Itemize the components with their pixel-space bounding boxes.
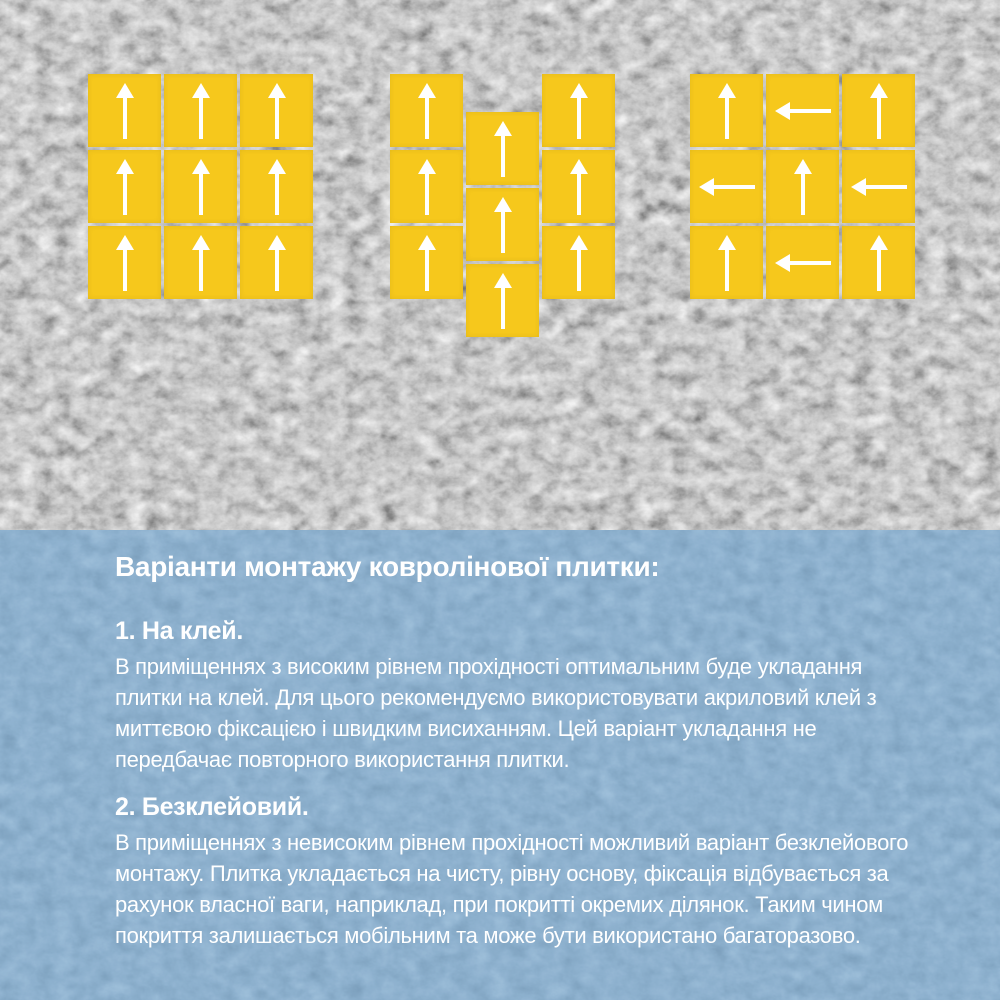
carpet-tile xyxy=(842,150,915,223)
carpet-tile xyxy=(164,226,237,299)
arrow-up-icon xyxy=(192,235,210,291)
carpet-tile xyxy=(88,74,161,147)
carpet-tile xyxy=(542,74,615,147)
carpet-tile xyxy=(164,150,237,223)
tile-column xyxy=(88,74,161,299)
carpet-tile xyxy=(390,74,463,147)
tile-column xyxy=(466,112,539,337)
section-glue-heading: 1. На клей. xyxy=(115,617,243,645)
arrow-up-icon xyxy=(570,159,588,215)
arrow-up-icon xyxy=(494,273,512,329)
arrow-up-icon xyxy=(116,159,134,215)
arrow-left-icon xyxy=(699,178,755,196)
carpet-tile xyxy=(842,74,915,147)
arrow-up-icon xyxy=(268,235,286,291)
tile-column xyxy=(842,74,915,299)
arrow-up-icon xyxy=(268,83,286,139)
quarter-turn-layout-diagram xyxy=(690,74,915,299)
carpet-tile xyxy=(466,264,539,337)
arrow-left-icon xyxy=(775,254,831,272)
arrow-left-icon xyxy=(775,102,831,120)
carpet-tile xyxy=(88,226,161,299)
tile-column xyxy=(390,74,463,337)
carpet-tile xyxy=(240,150,313,223)
page-title: Варіанти монтажу ковролінової плитки: xyxy=(115,551,660,582)
carpet-tile xyxy=(690,226,763,299)
arrow-up-icon xyxy=(192,159,210,215)
arrow-up-icon xyxy=(570,235,588,291)
text-panel xyxy=(115,551,915,969)
section-glueless xyxy=(115,793,915,951)
arrow-up-icon xyxy=(494,121,512,177)
carpet-tile xyxy=(842,226,915,299)
carpet-tile xyxy=(466,112,539,185)
arrow-up-icon xyxy=(718,83,736,139)
carpet-tile xyxy=(466,188,539,261)
tile-column xyxy=(690,74,763,299)
carpet-tile xyxy=(240,74,313,147)
arrow-up-icon xyxy=(494,197,512,253)
carpet-tile xyxy=(542,226,615,299)
tile-column xyxy=(542,74,615,337)
arrow-up-icon xyxy=(116,235,134,291)
carpet-tile xyxy=(690,74,763,147)
carpet-tile xyxy=(390,150,463,223)
carpet-tile xyxy=(240,226,313,299)
section-glueless-heading: 2. Безклейовий. xyxy=(115,793,309,821)
tile-column xyxy=(240,74,313,299)
carpet-tile xyxy=(766,226,839,299)
carpet-tile xyxy=(766,150,839,223)
carpet-tile xyxy=(542,150,615,223)
offset-grid-layout-diagram xyxy=(390,74,615,337)
carpet-tile xyxy=(88,150,161,223)
section-glueless-body: В приміщеннях з невисоким рівнем прохідності можливий варіант безклейового монтажу. Плитка укладається на чисту, рівну основу, фіксація відбувається за рахунок власної ваги, наприклад, при покритті окремих ділянок. Таким чином покриття залишається мобільним та може бути використано багаторазово. xyxy=(115,830,909,948)
arrow-up-icon xyxy=(116,83,134,139)
carpet-tile xyxy=(164,74,237,147)
carpet-tile xyxy=(766,74,839,147)
carpet-tile xyxy=(390,226,463,299)
straight-grid-layout-diagram xyxy=(88,74,313,299)
tile-column xyxy=(164,74,237,299)
arrow-up-icon xyxy=(418,83,436,139)
section-glue-body: В приміщеннях з високим рівнем прохідності оптимальним буде укладання плитки на клей. Для цього рекомендуємо використовувати акриловий клей з миттєвою фіксацією і швидким висиханням. Цей варіант укладання не передбачає повторного використання плитки. xyxy=(115,654,877,772)
arrow-up-icon xyxy=(268,159,286,215)
arrow-up-icon xyxy=(570,83,588,139)
tile-column xyxy=(766,74,839,299)
arrow-up-icon xyxy=(718,235,736,291)
carpet-tile xyxy=(690,150,763,223)
section-glue xyxy=(115,617,915,775)
arrow-up-icon xyxy=(418,235,436,291)
arrow-up-icon xyxy=(870,235,888,291)
arrow-up-icon xyxy=(870,83,888,139)
arrow-up-icon xyxy=(418,159,436,215)
arrow-up-icon xyxy=(192,83,210,139)
arrow-up-icon xyxy=(794,159,812,215)
arrow-left-icon xyxy=(851,178,907,196)
